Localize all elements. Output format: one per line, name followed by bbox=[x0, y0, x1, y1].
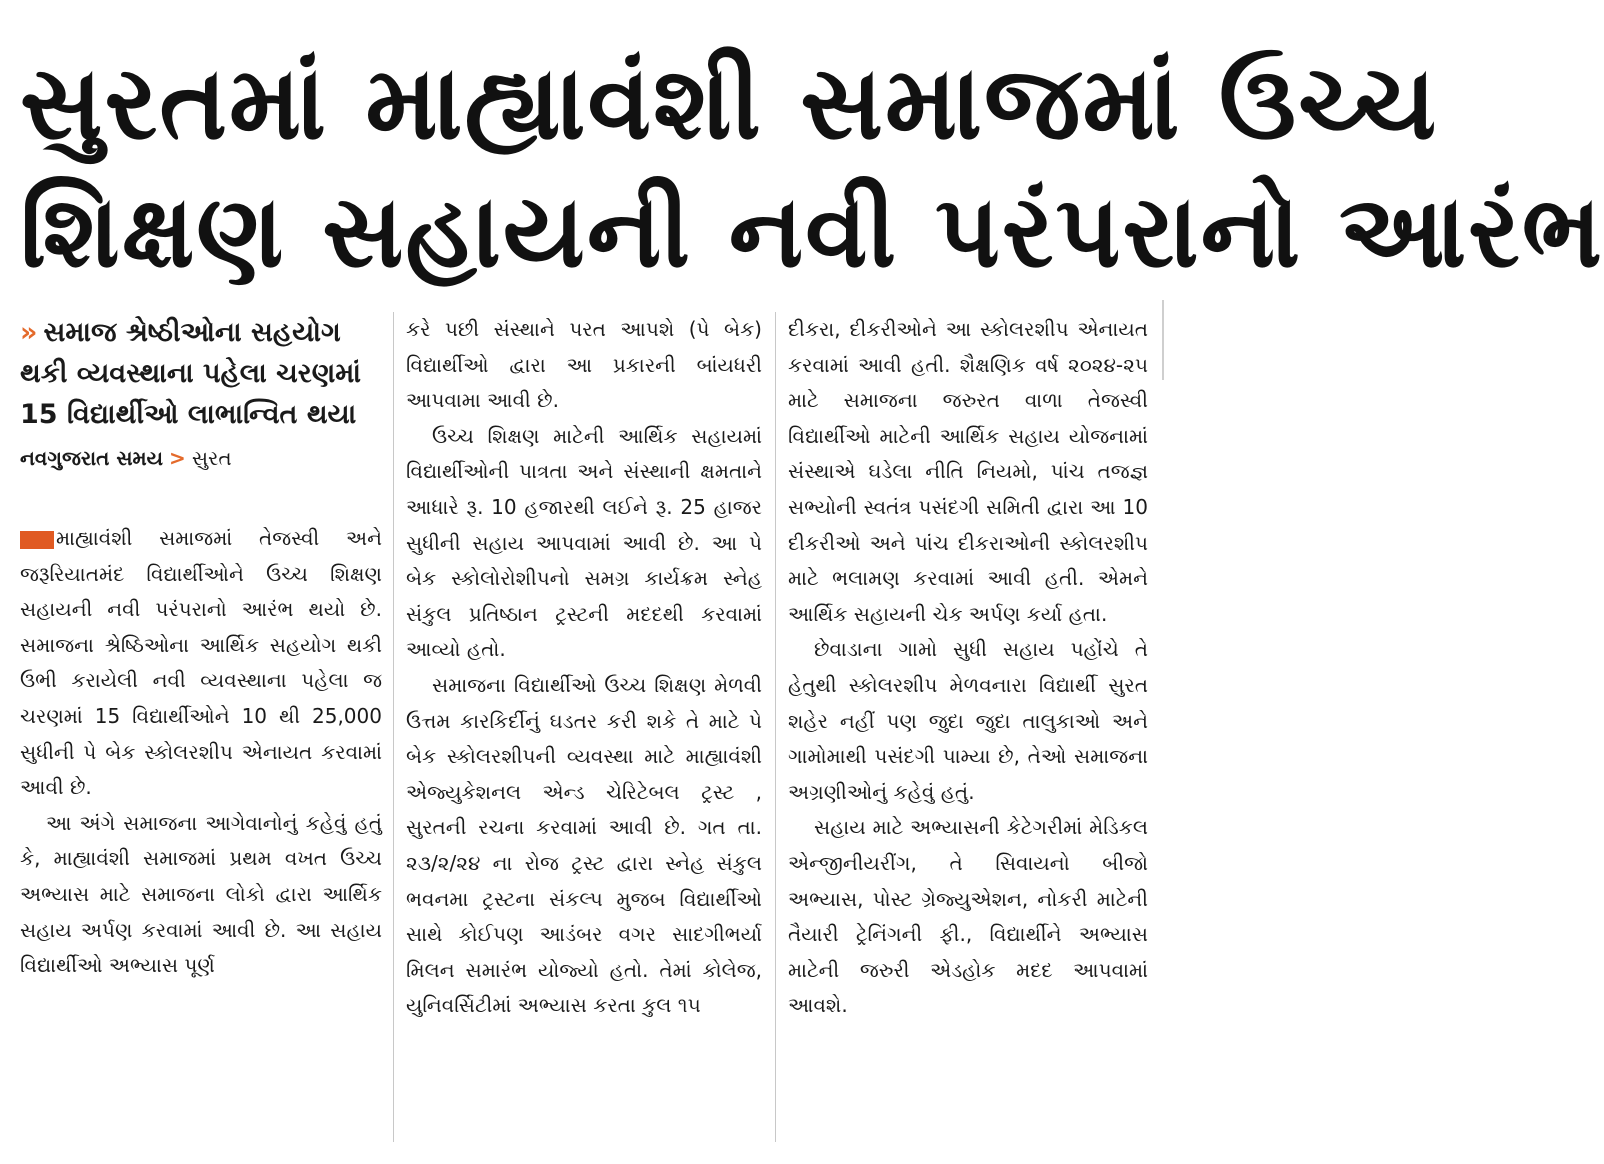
column-divider-1 bbox=[393, 312, 394, 1142]
column-3 bbox=[788, 312, 1148, 1024]
dropcap-block bbox=[20, 531, 54, 549]
headline-line-2: શિક્ષણ સહાયની નવી પરંપરાનો આરંભ bbox=[20, 173, 1604, 290]
paragraph: આ અંગે સમાજના આગેવાનોનું કહેવું હતું કે, માહ્યાવંશી સમાજમાં પ્રથમ વખત ઉચ્ચ અભ્યાસ માટે સમાજના લોકો દ્વારા આર્થિક સહાય અર્પણ કરવામાં આવી છે. આ સહાય વિદ્યાર્થીઓ અભ્યાસ પૂર્ણ bbox=[20, 810, 382, 978]
paragraph bbox=[20, 521, 382, 806]
deck-text: સમાજ શ્રેષ્ઠીઓના સહયોગ થકી વ્યવસ્થાના પહેલા ચરણમાં 15 વિદ્યાર્થીઓ લાભાન્વિત થયા bbox=[20, 317, 361, 430]
deck bbox=[20, 312, 382, 435]
paragraph: છેવાડાના ગામો સુધી સહાય પહોંચે તે હેતુથી સ્કોલરશીપ મેળવનારા વિદ્યાર્થી સુરત શહેર નહીં પણ જુદા જુદા તાલુકાઓ અને ગામોમાથી પસંદગી પામ્યા છે, તેઓ સમાજના અગ્રણીઓનું કહેવું હતું. bbox=[788, 637, 1148, 804]
column-divider-2 bbox=[775, 312, 776, 1142]
paragraph: સહાય માટે અભ્યાસની કેટેગરીમાં મેડિકલ એન્જીનીયરીંગ, તે સિવાયનો બીજો અભ્યાસ, પોસ્ટ ગ્રેજ્યુએશન, નોકરી માટેની તૈયારી ટ્રેનિંગની ફી., વિદ્યાર્થીને અભ્યાસ માટેની જરુરી એડહોક મદદ આપવામાં આવશે. bbox=[788, 815, 1148, 1018]
headline-line-1: સુરતમાં માહ્યાવંશી સમાજમાં ઉચ્ચ bbox=[20, 44, 1439, 163]
paragraph-text: માહ્યાવંશી સમાજમાં તેજસ્વી અને જરૂરિયાતમંદ વિદ્યાર્થીઓને ઉચ્ચ શિક્ષણ સહાયની નવી પરંપરાનો આરંભ થયો છે. સમાજના શ્રેષ્ઠિઓના આર્થિક સહયોગ થકી ઉભી કરાયેલી નવી વ્યવસ્થાના પહેલા જ ચરણમાં 15 વિદ્યાર્થીઓને 10 થી 25,000 સુધીની પે બેક સ્કોલરશીપ એનાયત કરવામાં આવી છે. bbox=[20, 526, 382, 800]
paragraph: ઉચ્ચ શિક્ષણ માટેની આર્થિક સહાયમાં વિદ્યાર્થીઓની પાત્રતા અને સંસ્થાની ક્ષમતાને આધારે રૂ. 10 હજારથી લઈને રૂ. 25 હાજર સુધીની સહાય આપવામાં આવી છે. આ પે બેક સ્કોલોરોશીપનો સમગ્ર કાર્યક્રમ સ્નેહ સંકુલ પ્રતિષ્ઠાન ટ્રસ્ટની મદદથી કરવામાં આવ્યો હતો. bbox=[406, 423, 762, 662]
byline-city: સુરત bbox=[191, 446, 232, 470]
column-2 bbox=[406, 312, 762, 1024]
page-edge-mark bbox=[1162, 300, 1164, 380]
paragraph: સમાજના વિદ્યાર્થીઓ ઉચ્ચ શિક્ષણ મેળવી ઉત્તમ કારકિર્દીનું ઘડતર કરી શકે તે માટે પે બેક સ્કોલરશીપની વ્યવસ્થા માટે માહ્યાવંશી એજ્યુકેશનલ એન્ડ ચેરિટેબલ ટ્રસ્ટ , સુરતની રચના કરવામાં આવી છે. ગત તા. ૨૩/૨/૨૪ ના રોજ ટ્રસ્ટ દ્વારા સ્નેહ સંકુલ ભવનમા ટ્રસ્ટના સંકલ્પ મુજબ વિદ્યાર્થીઓ સાથે કોઈપણ આડંબર વગર સાદગીભર્યા મિલન સમારંભ યોજ્યો હતો. તેમાં કોલેજ, યુનિવર્સિટીમાં અભ્યાસ કરતા કુલ ૧૫ bbox=[406, 672, 762, 1018]
paragraph: દીકરા, દીકરીઓને આ સ્કોલરશીપ એનાયત કરવામાં આવી હતી. શૈક્ષણિક વર્ષ ૨૦૨૪-૨૫ માટે સમાજના જરુરત વાળા તેજસ્વી વિદ્યાર્થીઓ માટેની આર્થિક સહાય યોજનામાં સંસ્થાએ ઘડેલા નીતિ નિયમો, પાંચ તજજ્ઞ સભ્યોની સ્વતંત્ર પસંદગી સમિતી દ્વારા આ 10 દીકરીઓ અને પાંચ દીકરાઓની સ્કોલરશીપ માટે ભલામણ કરવામાં આવી હતી. એમને આર્થિક સહાયની ચેક અર્પણ કર્યા હતા. bbox=[788, 317, 1148, 626]
paragraph: કરે પછી સંસ્થાને પરત આપશે (પે બેક) વિદ્યાર્થીઓ દ્વારા આ પ્રકારની બાંયધરી આપવામા આવી છે. bbox=[406, 317, 762, 413]
byline-source: નવગુજરાત સમય bbox=[20, 446, 164, 470]
column-1 bbox=[20, 312, 382, 984]
deck-marker-icon: » bbox=[20, 317, 38, 348]
byline bbox=[20, 443, 382, 473]
byline-arrow-icon: > bbox=[169, 446, 186, 470]
